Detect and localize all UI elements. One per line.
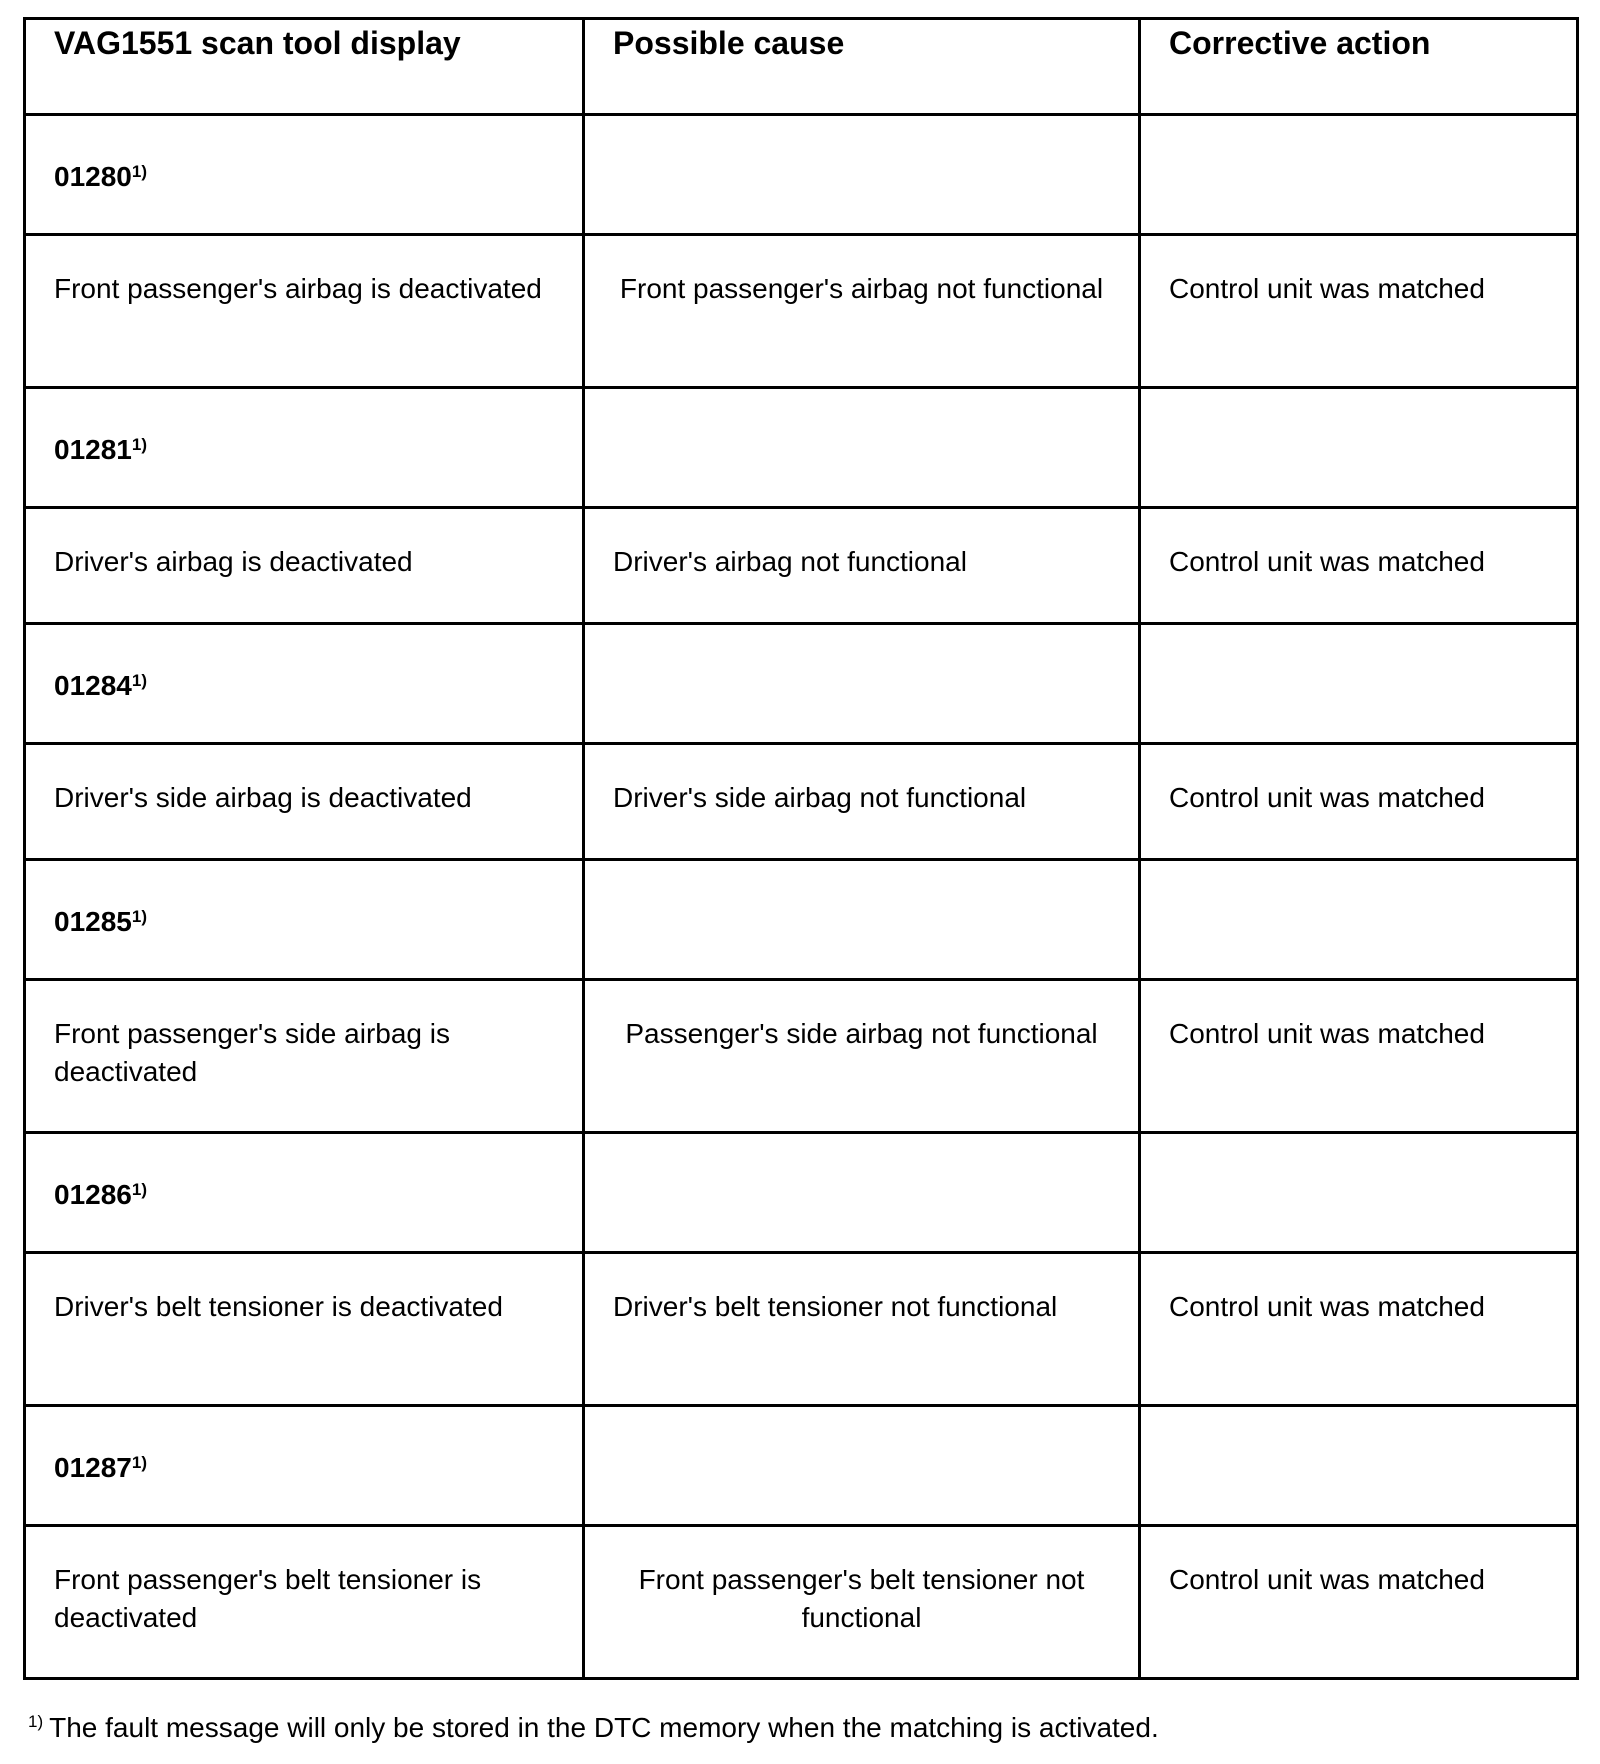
fault-code-number: 01280 <box>54 161 132 192</box>
table-row-detail <box>25 1526 1578 1679</box>
fault-code-table <box>23 17 1579 1680</box>
table-row-code <box>25 624 1578 744</box>
empty-cell <box>1140 1406 1578 1526</box>
table-row-code <box>25 388 1578 508</box>
possible-cause-text: Driver's side airbag not functional <box>584 744 1140 860</box>
fault-code <box>25 115 584 235</box>
scan-tool-display-text: Front passenger's side airbag is deactivated <box>25 980 584 1133</box>
possible-cause-text: Front passenger's belt tensioner not functional <box>584 1526 1140 1679</box>
table-row-code <box>25 860 1578 980</box>
table-row-detail <box>25 508 1578 624</box>
fault-code <box>25 388 584 508</box>
footnote-ref: 1) <box>131 1180 147 1199</box>
empty-cell <box>584 860 1140 980</box>
table-row-code <box>25 1406 1578 1526</box>
corrective-action-text: Control unit was matched <box>1140 1526 1578 1679</box>
empty-cell <box>1140 624 1578 744</box>
possible-cause-text: Driver's airbag not functional <box>584 508 1140 624</box>
footnote-ref: 1) <box>131 435 147 454</box>
scan-tool-display-text: Driver's side airbag is deactivated <box>25 744 584 860</box>
corrective-action-text: Control unit was matched <box>1140 980 1578 1133</box>
table-header-row <box>25 19 1578 115</box>
empty-cell <box>584 1133 1140 1253</box>
table-row-detail <box>25 980 1578 1133</box>
fault-code-number: 01281 <box>54 434 132 465</box>
table-row-detail <box>25 744 1578 860</box>
table-row-code <box>25 1133 1578 1253</box>
possible-cause-text: Passenger's side airbag not functional <box>584 980 1140 1133</box>
empty-cell <box>1140 1133 1578 1253</box>
footnote-ref: 1) <box>131 162 147 181</box>
corrective-action-text: Control unit was matched <box>1140 1253 1578 1406</box>
corrective-action-text: Control unit was matched <box>1140 235 1578 388</box>
table-row-detail <box>25 1253 1578 1406</box>
empty-cell <box>1140 860 1578 980</box>
fault-code <box>25 624 584 744</box>
footnote <box>28 1712 1159 1744</box>
corrective-action-text: Control unit was matched <box>1140 744 1578 860</box>
fault-code-number: 01286 <box>54 1179 132 1210</box>
empty-cell <box>1140 115 1578 235</box>
fault-code-number: 01287 <box>54 1452 132 1483</box>
scan-tool-display-text: Driver's belt tensioner is deactivated <box>25 1253 584 1406</box>
empty-cell <box>584 388 1140 508</box>
footnote-text: The fault message will only be stored in the DTC memory when the matching is activated. <box>49 1712 1159 1743</box>
table-row-detail <box>25 235 1578 388</box>
footnote-ref: 1) <box>131 671 147 690</box>
fault-code <box>25 860 584 980</box>
corrective-action-text: Control unit was matched <box>1140 508 1578 624</box>
footnote-marker: 1) <box>28 1712 44 1731</box>
fault-code-number: 01284 <box>54 670 132 701</box>
fault-code <box>25 1133 584 1253</box>
scan-tool-display-text: Front passenger's airbag is deactivated <box>25 235 584 388</box>
empty-cell <box>584 624 1140 744</box>
fault-code <box>25 1406 584 1526</box>
empty-cell <box>584 1406 1140 1526</box>
scan-tool-display-text: Driver's airbag is deactivated <box>25 508 584 624</box>
header-corrective-action: Corrective action <box>1140 19 1578 115</box>
header-possible-cause: Possible cause <box>584 19 1140 115</box>
empty-cell <box>1140 388 1578 508</box>
fault-code-number: 01285 <box>54 906 132 937</box>
footnote-ref: 1) <box>131 907 147 926</box>
empty-cell <box>584 115 1140 235</box>
header-scan-tool-display: VAG1551 scan tool display <box>25 19 584 115</box>
possible-cause-text: Front passenger's airbag not functional <box>584 235 1140 388</box>
possible-cause-text: Driver's belt tensioner not functional <box>584 1253 1140 1406</box>
table-row-code <box>25 115 1578 235</box>
footnote-ref: 1) <box>131 1453 147 1472</box>
scan-tool-display-text: Front passenger's belt tensioner is deactivated <box>25 1526 584 1679</box>
